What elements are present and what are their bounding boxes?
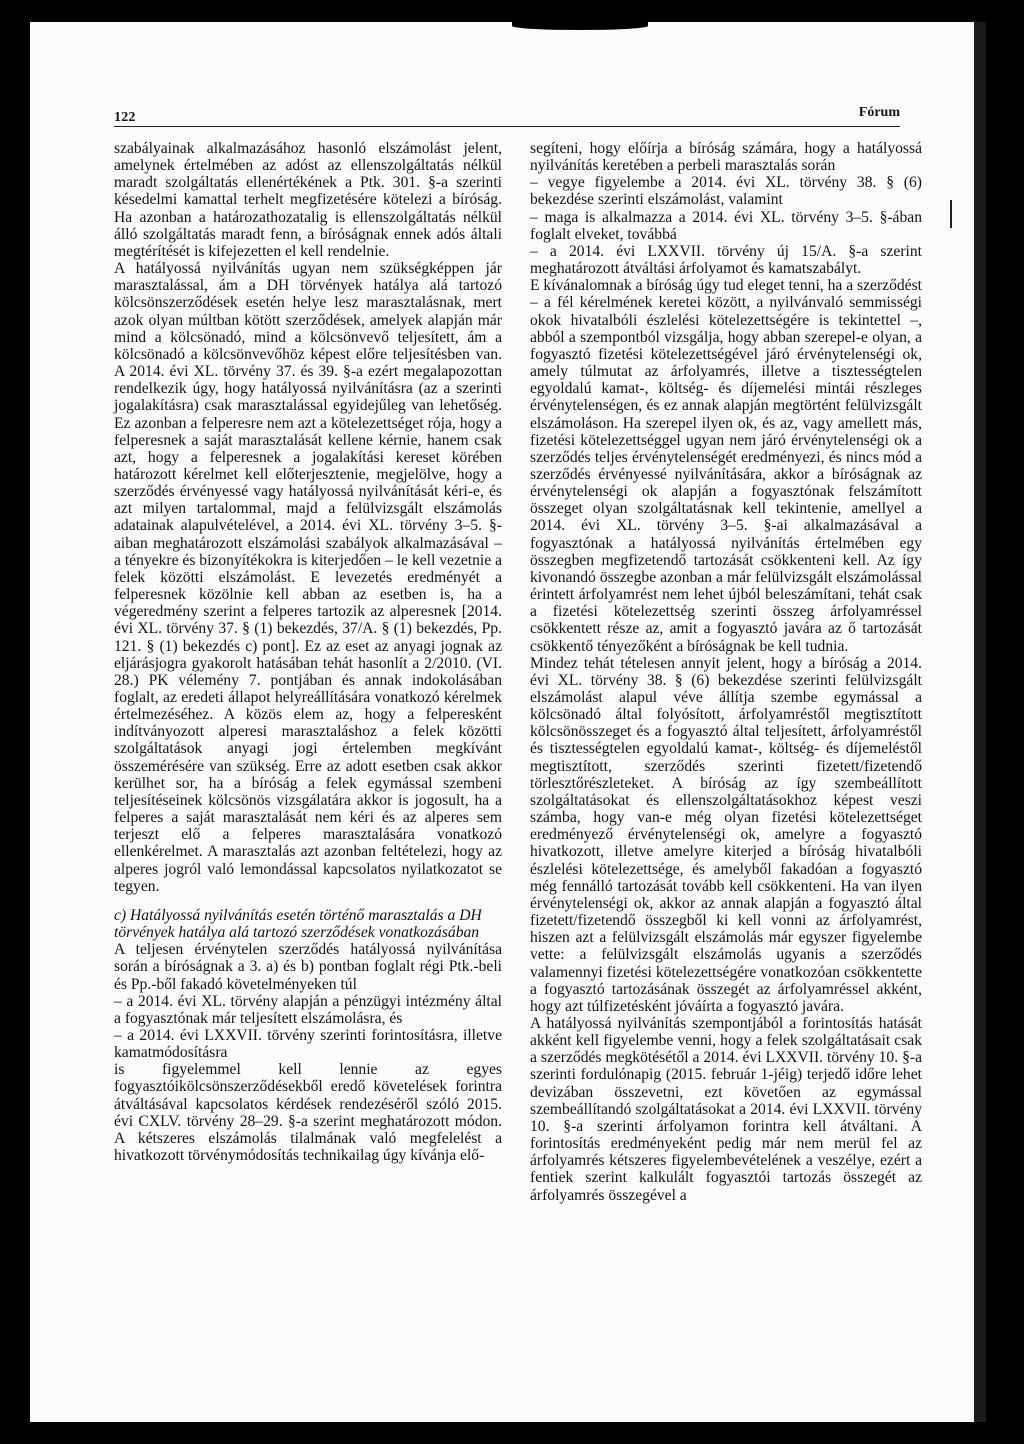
paragraph: E kívánalomnak a bíróság úgy tud eleget tenni, ha a szerződést – a fél kérelmének keretei között, a nyilvánvaló semmisségi okok hivatalbóli észlelési kötelezettségére is tekintettel –, abból a szempontból vizsgálja, hogy abban szerepel-e olyan, a fogyasztó fizetési kötelezettségével járó érvénytelenségi ok, amely túlmutat az árfolyamrés, illetve a tisztességtelen egyoldalú kamat-, költség- és díjemelési mintái részleges érvénytelenségen, és ez annak alapján megtörtént felülvizsgált elszámoláson. Ha szerepel ilyen ok, és az, vagy amellett más, fizetési kötelezettséggel ugyan nem járó érvénytelenségi ok a szerződés teljes érvénytelenségét eredményezi, és nincs mód a szerződés érvényessé nyilvánítására, akkor a bíróságnak az érvénytelenségi ok alapján a fogyasztónak felszámított összeget olyan szolgáltatásnak kell tekintenie, amellyel a 2014. évi XL. törvény 3–5. §-ai alkalmazásával a fogyasztónak a hatályossá nyilvánítás értelmében egy összegben megfizetendő tartozását csökkenteni kell. Az így kivonandó összegbe azonban a már felülvizsgált elszámolással érintett árfolyamrést nem lehet újból beleszámítani, tehát csak a fizetési kötelezettség szerinti összeg árfolyamréssel csökkentett része az, amit a fogyasztó javára az ő tartozását csökkentő tényezőként a bíróságnak be kell tudnia. <box>530 277 922 655</box>
paragraph: segíteni, hogy előírja a bíróság számára, hogy a hatályossá nyilvánítás keretében a perbeli marasztalás során <box>530 140 922 175</box>
paragraph: A teljesen érvénytelen szerződés hatályossá nyilvánítása során a bíróságnak a 3. a) és b) pontban foglalt régi Ptk.-beli és Pp.-ből fakadó követelményeken túl <box>114 941 502 993</box>
paragraph: Mindez tehát tételesen annyit jelent, hogy a bíróság a 2014. évi XL. törvény 38. § (6) bekezdése szerinti felülvizsgált elszámolást alapul véve állítja szembe egymással a kölcsönadó által folyósított, árfolyamréstől megtisztított kölcsönösszeget és a fogyasztó által teljesített, árfolyamréstől és tisztességtelen egyoldalú kamat-, költség- és díjemeléstől megtisztított, szerződés szerinti fizetett/fizetendő törlesztőrészleteket. A bíróság az így szembeállított szolgáltatásokat és ellenszolgáltatásokhoz képest veszi számba, hogy van-e még olyan fizetési kötelezettséget eredményező érvénytelenségi ok, amelyre a fogyasztó hivatkozott, illetve amelyre kiterjed a bíróság hivatalbóli észlelési kötelezettsége, és amelyből fakadóan a fogyasztó még fennálló tartozását tovább kell csökkenteni. Ha van ilyen érvénytelenségi ok, akkor az annak alapján a fogyasztó által fizetett/fizetendő összegből ki kell vonni az árfolyamrést, hiszen azt a felülvizsgált elszámolás már egyszer figyelembe vette: a felülvizsgált elszámolás ugyanis a szerződés valamennyi fizetési kötelezettségére vonatkozóan csökkentette a fogyasztó tartozásának összegét az árfolyamréssel akként, hogy azt túlfizetésként jóváírta a fogyasztó javára. <box>530 654 922 1015</box>
running-header: Fórum <box>858 105 900 120</box>
dash-item: – a 2014. évi XL. törvény alapján a pénzügyi intézmény által a fogyasztónak már teljesített elszámolásra, és <box>114 992 502 1027</box>
section-heading: c) Hatályossá nyilvánítás esetén történő marasztalás a DH törvények hatálya alá tartozó szerződések vonatkozásában <box>114 906 482 942</box>
right-column <box>530 140 922 1204</box>
dash-item: – vegye figyelembe a 2014. évi XL. törvény 38. § (6) bekezdése szerinti elszámolást, valamint <box>530 174 922 209</box>
paragraph: is figyelemmel kell lennie az egyes fogyasztóikölcsönszerződésekből eredő követelések forintra átváltásával kapcsolatos kérdések rendezéséről szóló 2015. évi CXLV. törvény 28–29. §-a szerint meghatározott módon. A kétszeres elszámolás tilalmának való megfelelést a hivatkozott törvénymódosítás technikailag úgy kívánja elő- <box>114 1061 502 1165</box>
page-number: 122 <box>114 110 136 125</box>
dash-item: – a 2014. évi LXXVII. törvény új 15/A. §-a szerint meghatározott átváltási árfolyamot és kamatszabályt. <box>530 242 922 278</box>
dash-item: – a 2014. évi LXXVII. törvény szerinti forintosításra, illetve kamatmódosításra <box>114 1026 502 1062</box>
header-rule <box>114 126 900 127</box>
paragraph: A hatályossá nyilvánítás szempontjából a forintosítás hatását akként kell figyelembe venni, hogy a felek szolgáltatásait csak a szerződés megkötésétől a 2014. évi LXXVII. törvény 10. §-a szerinti fordulónapig (2015. február 1-jéig) terjedő időre lehet devizában összevetni, ezt követően az egymással szembeállítandó szolgáltatásokat a 2014. évi LXXVII. törvény 10. §-a szerinti árfolyamon forintra kell átváltani. A forintosítás eredményeként pedig már nem merül fel az árfolyamrés kétszeres figyelembevételének a veszélye, ezért a fentiek szerint kalkulált fogyasztói tartozás összegét az árfolyamrés összegével a <box>530 1014 922 1204</box>
margin-mark <box>950 200 952 228</box>
scan-artifact-right-edge <box>974 22 986 1422</box>
scan-artifact-top <box>512 22 648 30</box>
paragraph: szabályainak alkalmazásához hasonló elszámolást jelent, amelynek értelmében az adóst az ellenszolgáltatás nélkül maradt szolgáltatás ellenértékének a Ptk. 301. §-a szerinti késedelmi kamattal terhelt megfizetésére kötelezi a bíróság. Ha azonban a határozathozatalig is ellenszolgáltatás nélkül álló szolgáltatás maradt fenn, a bíróságnak ennek adós általi megtérítését is kifejezetten el kell rendelnie. <box>114 140 502 260</box>
scanned-page <box>30 22 986 1422</box>
dash-item: – maga is alkalmazza a 2014. évi XL. törvény 3–5. §-ában foglalt elveket, továbbá <box>530 208 922 243</box>
left-column <box>114 140 502 1164</box>
paragraph: A hatályossá nyilvánítás ugyan nem szükségképpen jár marasztalással, ám a DH törvények hatálya alá tartozó kölcsönszerződések esetén helye lesz marasztalásnak, mert azok olyan múltban kötött szerződések, amelyek alapján már mind a kölcsönadó, mind a kölcsönvevő teljesített, ám a kölcsönadó a kölcsönvevőhöz képest előre teljesítésben van. A 2014. évi XL. törvény 37. és 39. §-a ezért megalapozottan rendelkezik úgy, hogy hatályossá nyilvánításra (az a szerinti jogalakításra) csak marasztalással egyidejűleg van lehetőség. Ez azonban a felperesre nem azt a kötelezettséget rója, hogy a felperesnek a saját marasztalását kellene kérnie, hanem csak azt, hogy a felperesnek a jogalakítási kereset körében határozott kérelmet kell előterjesztenie, megjelölve, hogy a szerződés érvényessé vagy hatályossá nyilvánítását kéri-e, és azt milyen tartalommal, majd a felülvizsgált elszámolás adatainak alapulvételével, a 2014. évi XL. törvény 3–5. §-aiban meghatározott elszámolási szabályok alkalmazásával – a tényekre és bizonyítékokra is kiterjedően – le kell vezetnie a felek közötti elszámolást. E levezetés eredményét a felperesnek közölnie kell abban az esetben is, ha a végeredmény szerint a felperes tartozik az alperesnek [2014. évi XL. törvény 37. § (1) bekezdés, 37/A. § (1) bekezdés, Pp. 121. § (1) bekezdés c) pont]. Ez az eset az anyagi jognak az eljárásjogra gyakorolt hatásában tehát hasonlít a 2/2010. (VI. 28.) PK vélemény 7. pontjában és annak indokolásában foglalt, az eredeti állapot helyreállítására vonatkozó kérelmek értelmezéséhez. A közös elem az, hogy a felperesként indítványozott alperesi marasztaláshoz a felek közötti szolgáltatások anyagi jogi értelemben megkívánt összemérésére van szükség. Erre az adott esetben csak akkor kerülhet sor, ha a bíróság a felek egymással szembeni teljesítéseinek kölcsönös vizsgálatára akkor is jogosult, ha a felperes a saját marasztalását nem kéri és az alperes sem terjeszt elő a felperes marasztalására vonatkozó ellenkérelmet. A marasztalás azt azonban feltételezi, hogy az alperes jogról való lemondással kapcsolatos nyilatkozatot se tegyen. <box>114 260 502 895</box>
